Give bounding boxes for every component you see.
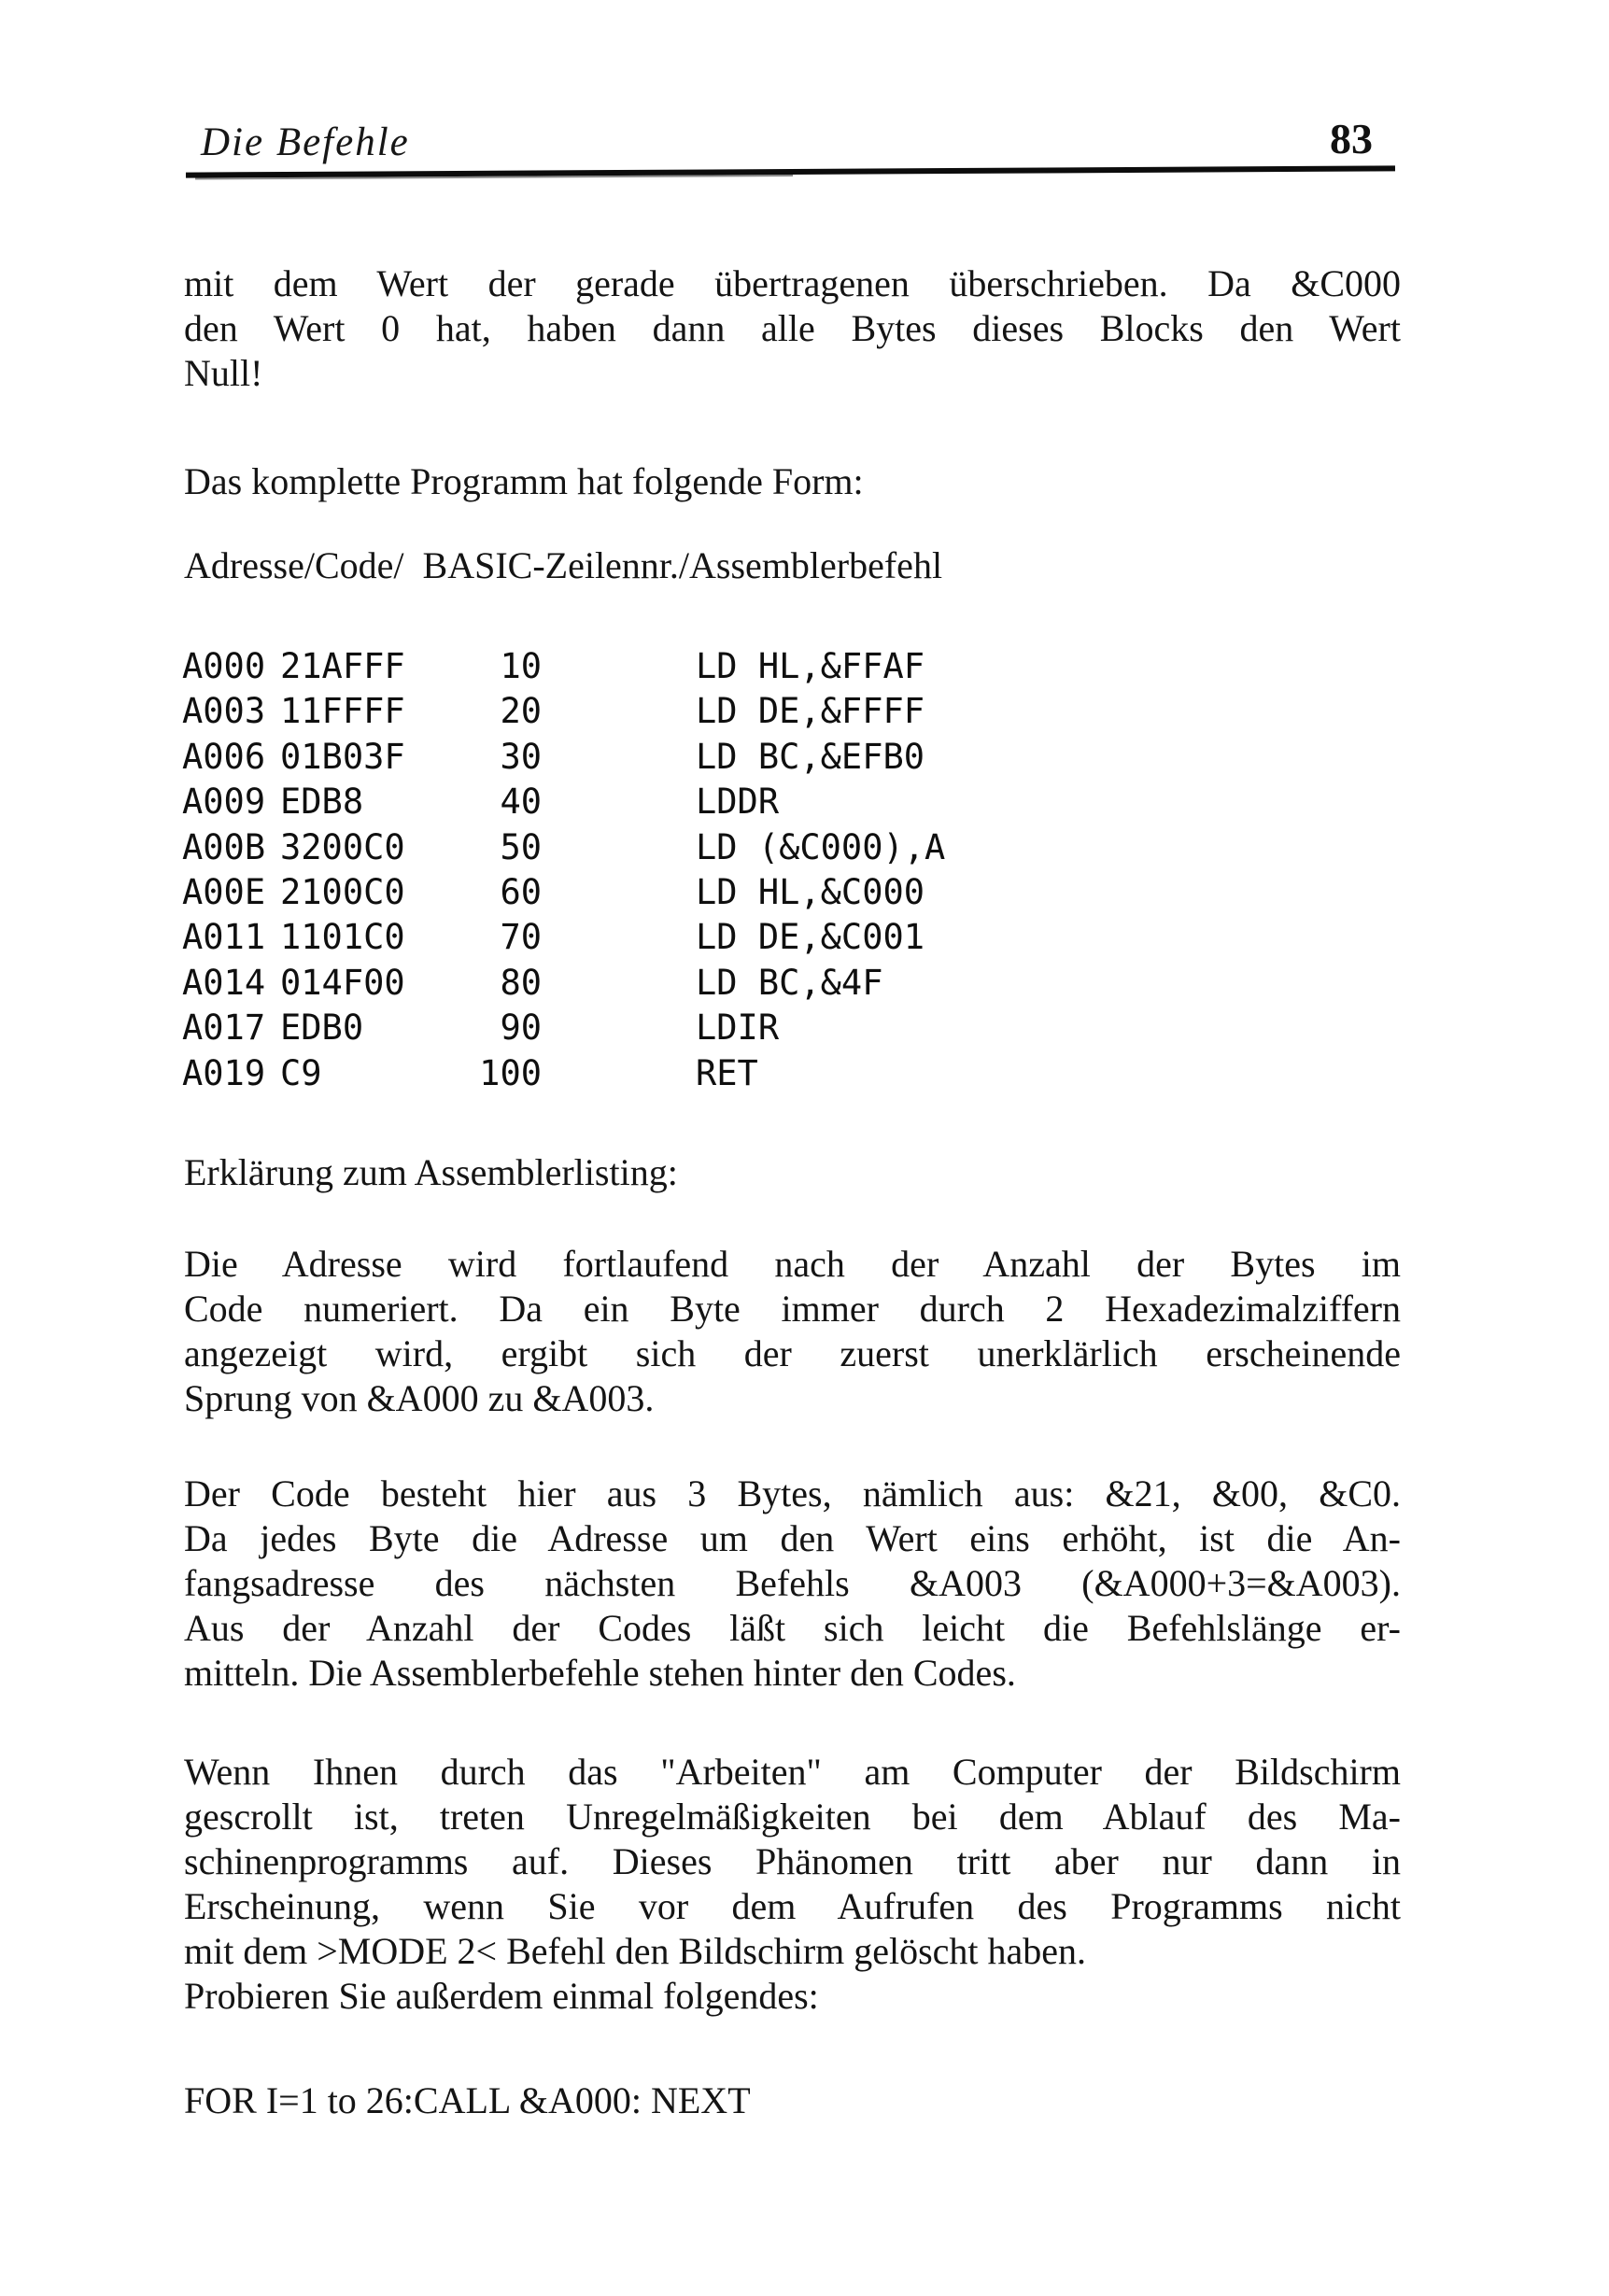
- instruction-cell: LD HL,&FFAF: [696, 646, 925, 686]
- intro-paragraph: [184, 261, 1401, 396]
- code-listing: [182, 646, 1415, 1098]
- opcode-cell: 1101C0: [280, 917, 405, 958]
- text-line: mit dem >MODE 2< Befehl den Bildschirm gelöscht haben.: [184, 1930, 1087, 1972]
- basic-line-cell: 100: [479, 1052, 542, 1093]
- text-line: den Wert 0 hat, haben dann alle Bytes dieses Blocks den Wert: [184, 307, 1401, 349]
- address-cell: A019: [182, 1052, 266, 1093]
- text-line: Null!: [184, 352, 263, 394]
- code-row: [182, 963, 1415, 1007]
- basic-line-cell: 10: [500, 646, 542, 686]
- text-line: gescrollt ist, treten Unregelmäßigkeiten bei dem Ablauf des Ma-: [184, 1796, 1401, 1838]
- basic-line-cell: 20: [500, 691, 542, 732]
- text-line: schinenprogramms auf. Dieses Phänomen tritt aber nur dann in: [184, 1840, 1401, 1882]
- instruction-cell: RET: [696, 1052, 758, 1093]
- code-row: [182, 1053, 1415, 1098]
- basic-line-cell: 60: [500, 871, 542, 912]
- address-cell: A014: [182, 962, 266, 1003]
- text-line: Der Code besteht hier aus 3 Bytes, nämlich aus: &21, &00, &C0.: [184, 1472, 1401, 1514]
- instruction-cell: LD BC,&4F: [696, 962, 883, 1003]
- instruction-cell: LD (&C000),A: [696, 826, 946, 867]
- text-line: Da jedes Byte die Adresse um den Wert eins erhöht, ist die An-: [184, 1517, 1401, 1559]
- opcode-cell: 21AFFF: [280, 646, 405, 686]
- code-row: [182, 1007, 1415, 1052]
- opcode-cell: 01B03F: [280, 736, 405, 777]
- text-line: Code numeriert. Da ein Byte immer durch 2 Hexadezimalziffern: [184, 1288, 1401, 1330]
- address-cell: A017: [182, 1007, 266, 1049]
- text-line: Die Adresse wird fortlaufend nach der Anzahl der Bytes im: [184, 1243, 1401, 1285]
- address-cell: A00E: [182, 871, 266, 912]
- program-intro-line: Das komplette Programm hat folgende Form:: [184, 460, 864, 502]
- text-line: Aus der Anzahl der Codes läßt sich leicht die Befehlslänge er-: [184, 1607, 1401, 1649]
- code-row: [182, 872, 1415, 917]
- address-cell: A003: [182, 691, 266, 732]
- opcode-cell: 3200C0: [280, 826, 405, 867]
- header-rule: [186, 165, 1395, 177]
- address-cell: A000: [182, 646, 266, 686]
- instruction-cell: LDIR: [696, 1007, 780, 1049]
- text-line: mit dem Wert der gerade übertragenen überschrieben. Da &C000: [184, 262, 1401, 304]
- basic-line-cell: 90: [500, 1007, 542, 1049]
- opcode-cell: 2100C0: [280, 871, 405, 912]
- instruction-cell: LD HL,&C000: [696, 871, 925, 912]
- code-row: [182, 691, 1415, 736]
- text-line: Sprung von &A000 zu &A003.: [184, 1377, 655, 1419]
- opcode-cell: 014F00: [280, 962, 405, 1003]
- basic-line-cell: 40: [500, 782, 542, 823]
- text-line: mitteln. Die Assemblerbefehle stehen hinter den Codes.: [184, 1652, 1016, 1694]
- basic-command-line: FOR I=1 to 26:CALL &A000: NEXT: [184, 2079, 751, 2121]
- page-number: 83: [1330, 115, 1373, 162]
- address-cell: A011: [182, 917, 266, 958]
- text-line: Wenn Ihnen durch das "Arbeiten" am Computer der Bildschirm: [184, 1751, 1401, 1793]
- code-row: [182, 917, 1415, 962]
- text-line: Erscheinung, wenn Sie vor dem Aufrufen des Programms nicht: [184, 1885, 1401, 1927]
- instruction-cell: LD DE,&C001: [696, 917, 925, 958]
- explanation-paragraph-3: [184, 1750, 1401, 2019]
- text-line: angezeigt wird, ergibt sich der zuerst unerklärlich erscheinende: [184, 1332, 1401, 1374]
- running-header-title: Die Befehle: [201, 120, 410, 164]
- opcode-cell: 11FFFF: [280, 691, 405, 732]
- instruction-cell: LD BC,&EFB0: [696, 736, 925, 777]
- code-row: [182, 737, 1415, 782]
- text-line: Probieren Sie außerdem einmal folgendes:: [184, 1975, 819, 2017]
- code-row: [182, 827, 1415, 872]
- address-cell: A00B: [182, 826, 266, 867]
- basic-line-cell: 30: [500, 736, 542, 777]
- basic-line-cell: 50: [500, 826, 542, 867]
- opcode-cell: EDB8: [280, 782, 364, 823]
- listing-header-line: Adresse/Code/ BASIC-Zeilennr./Assemblerbefehl: [184, 544, 943, 586]
- instruction-cell: LD DE,&FFFF: [696, 691, 925, 732]
- explanation-paragraph-2: [184, 1472, 1401, 1696]
- opcode-cell: EDB0: [280, 1007, 364, 1049]
- instruction-cell: LDDR: [696, 782, 780, 823]
- address-cell: A009: [182, 782, 266, 823]
- text-line: fangsadresse des nächsten Befehls &A003 (&A000+3=&A003).: [184, 1562, 1401, 1604]
- basic-line-cell: 70: [500, 917, 542, 958]
- opcode-cell: C9: [280, 1052, 322, 1093]
- address-cell: A006: [182, 736, 266, 777]
- basic-line-cell: 80: [500, 962, 542, 1003]
- code-row: [182, 782, 1415, 826]
- explanation-paragraph-1: [184, 1242, 1401, 1421]
- explanation-heading: Erklärung zum Assemblerlisting:: [184, 1151, 678, 1193]
- code-row: [182, 646, 1415, 691]
